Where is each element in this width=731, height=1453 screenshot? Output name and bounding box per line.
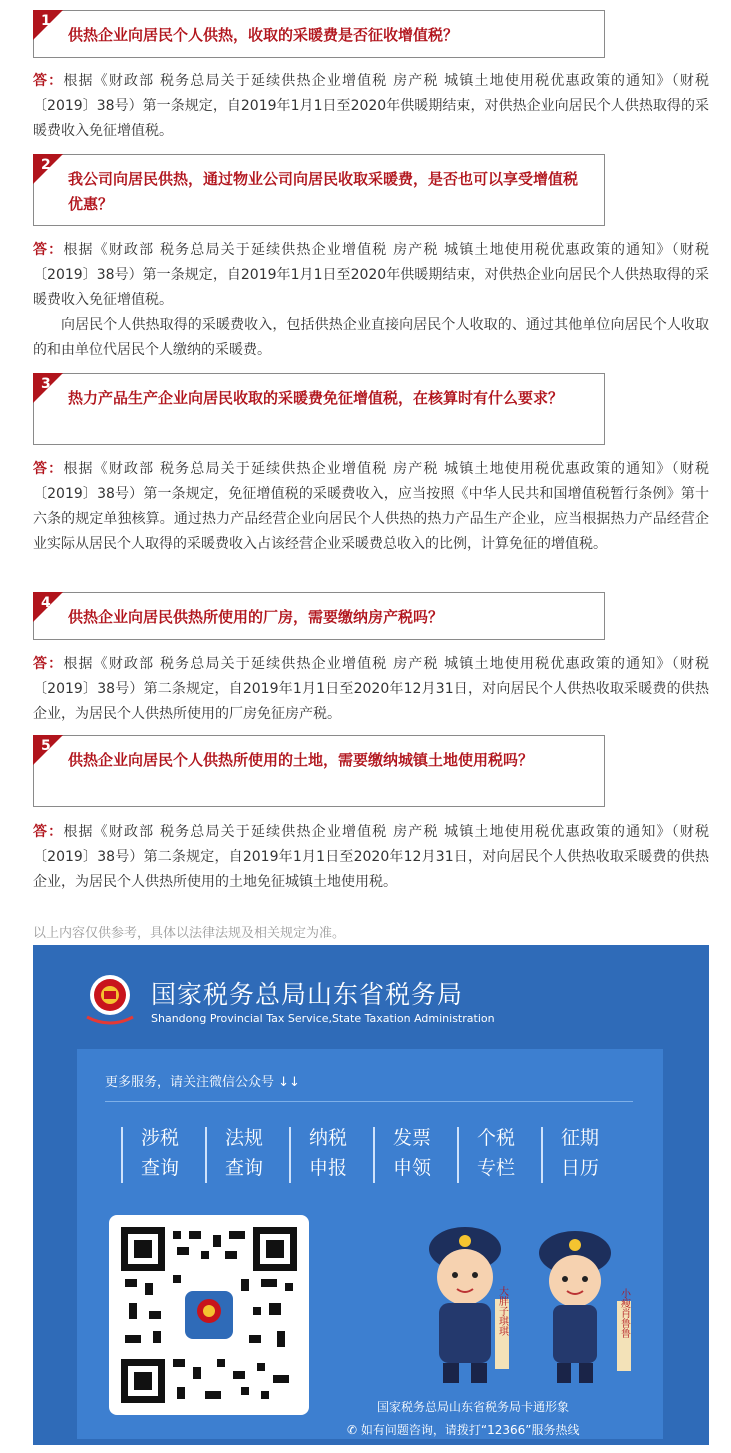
answer-label: 答： [33,656,64,672]
answer-label: 答： [33,73,64,89]
qr-code[interactable] [109,1215,309,1415]
answer-text: 根据《财政部 税务总局关于延续供热企业增值税 房产税 城镇土地使用税优惠政策的通知》（财税〔2019〕38号）第二条规定，自2019年1月1日至2020年12月31日，对向居民个人供热收取采暖费的供热企业，为居民个人供热所使用的厂房免征房产税。 [33,656,710,722]
question-box-4 [33,592,605,640]
question-number: 1 [41,13,51,29]
cartoon-mascot-icon [395,1219,645,1389]
question-number-badge [33,735,63,765]
service-item-tax-calendar[interactable]: 征期 日历 [541,1123,619,1183]
svg-text:大胖子琪琪: 大胖子琪琪 [496,1286,508,1336]
answer-text: 根据《财政部 税务总局关于延续供热企业增值税 房产税 城镇土地使用税优惠政策的通知》（财税〔2019〕38号）第一条规定，自2019年1月1日至2020年供暖期结束，对供热企业向居民个人供热取得的采暖费收入免征增值税。 [33,242,710,308]
question-number-badge [33,373,63,403]
service-item-invoice[interactable]: 发票 申领 [373,1123,451,1183]
qr-code-icon [121,1227,297,1403]
answer-text: 根据《财政部 税务总局关于延续供热企业增值税 房产税 城镇土地使用税优惠政策的通知》（财税〔2019〕38号）第一条规定，自2019年1月1日至2020年供暖期结束，对供热企业向居民个人供热取得的采暖费收入免征增值税。 [33,73,710,139]
mascot-caption: 国家税务总局山东省税务局卡通形象 [377,1400,570,1414]
question-number-badge [33,154,63,184]
question-box-5 [33,735,605,807]
question-number: 4 [41,595,51,611]
question-text: 供热企业向居民个人供热所使用的土地，需要缴纳城镇土地使用税吗？ [68,751,534,769]
answer-label: 答： [33,461,64,477]
question-number-badge [33,10,63,40]
service-item-law-query[interactable]: 法规 查询 [205,1123,283,1183]
phone-icon: ✆ [347,1423,361,1437]
question-number: 3 [41,376,51,392]
answer-label: 答： [33,824,64,840]
answer-extra-text: 向居民个人供热取得的采暖费收入，包括供热企业直接向居民个人收取的、通过其他单位向居民个人收取的和由单位代居民个人缴纳的采暖费。 [33,317,709,358]
service-panel [77,1049,663,1439]
divider [105,1101,633,1102]
answer-block-1 [33,69,709,144]
question-number: 5 [41,738,51,754]
question-text: 供热企业向居民供热所使用的厂房，需要缴纳房产税吗？ [68,608,444,626]
service-item-tax-filing[interactable]: 纳税 申报 [289,1123,367,1183]
answer-block-3 [33,457,709,557]
banner-subtitle: Shandong Provincial Tax Service,State Taxation Administration [151,1012,495,1025]
answer-block-5 [33,820,709,895]
svg-text:小瘦肖鲁鲁: 小瘦肖鲁鲁 [618,1288,630,1338]
answer-label: 答： [33,242,64,258]
answer-text: 根据《财政部 税务总局关于延续供热企业增值税 房产税 城镇土地使用税优惠政策的通知》（财税〔2019〕38号）第二条规定，自2019年1月1日至2020年12月31日，对向居民个人供热收取采暖费的供热企业，为居民个人供热所使用的土地免征城镇土地使用税。 [33,824,710,890]
answer-text: 根据《财政部 税务总局关于延续供热企业增值税 房产税 城镇土地使用税优惠政策的通知》（财税〔2019〕38号）第一条规定，免征增值税的采暖费收入，应当按照《中华人民共和国增值税暂行条例》第十六条的规定单独核算。通过热力产品经营企业向居民个人供热的热力产品生产企业，应当根据热力产品经营企业实际从居民个人取得的采暖费收入占该经营企业采暖费总收入的比例，计算免征的增值税。 [33,461,710,552]
question-number-badge [33,592,63,622]
tax-bureau-banner [33,945,709,1445]
question-box-1 [33,10,605,58]
question-text: 供热企业向居民个人供热，收取的采暖费是否征收增值税？ [68,26,459,44]
answer-block-4 [33,652,709,727]
disclaimer-text: 以上内容仅供参考，具体以法律法规及相关规定为准。 [33,926,346,941]
banner-title: 国家税务总局山东省税务局 [151,980,464,1009]
hotline-text: ✆ 如有问题咨询，请拨打“12366”服务热线 [347,1423,580,1437]
question-box-3 [33,373,605,445]
answer-block-2 [33,238,709,363]
question-text: 我公司向居民供热，通过物业公司向居民收取采暖费，是否也可以享受增值税优惠？ [68,170,579,213]
follow-prompt: 更多服务，请关注微信公众号 ↓↓ [105,1075,300,1090]
question-text: 热力产品生产企业向居民收取的采暖费免征增值税，在核算时有什么要求？ [68,389,564,407]
question-box-2 [33,154,605,226]
service-item-personal-tax[interactable]: 个税 专栏 [457,1123,535,1183]
question-number: 2 [41,157,51,173]
service-item-tax-query[interactable]: 涉税 查询 [121,1123,199,1183]
tax-emblem-icon [77,969,143,1035]
